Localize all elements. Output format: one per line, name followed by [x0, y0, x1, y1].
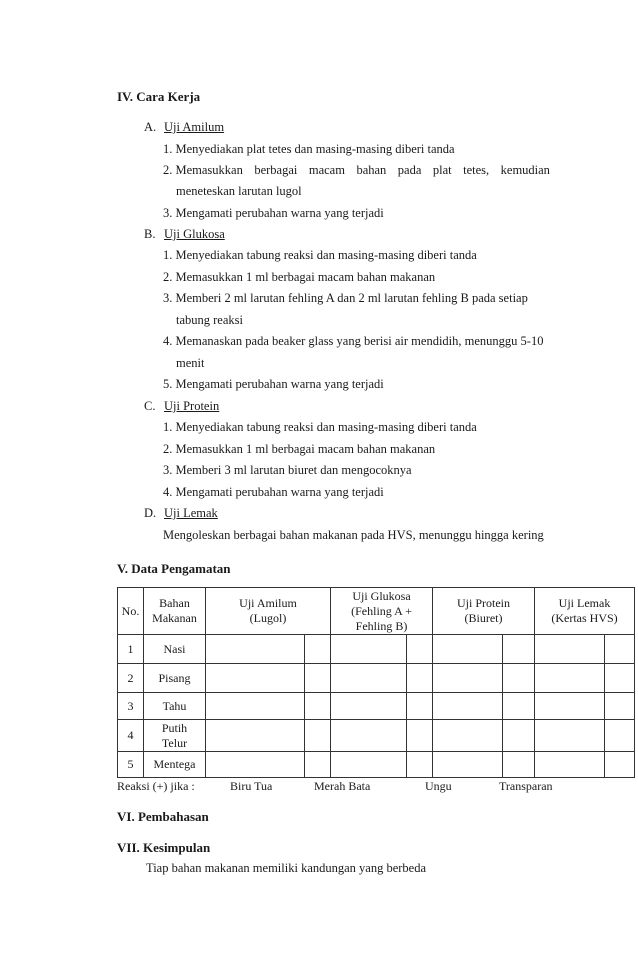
result-cell [305, 720, 331, 752]
table-row [118, 752, 635, 778]
step-a2-word: plat [432, 163, 452, 177]
result-cell [433, 635, 503, 664]
result-cell [605, 752, 635, 778]
result-cell [407, 720, 433, 752]
result-cell [331, 693, 407, 720]
step-a2-word: bahan [356, 163, 387, 177]
step-b3-continued: tabung reaksi [176, 313, 243, 327]
row-bahan-text: Telur [161, 735, 188, 750]
result-cell [331, 664, 407, 693]
step-b3: 3. Memberi 2 ml larutan fehling A dan 2 ml larutan fehling B pada setiap [163, 291, 528, 305]
table-row [118, 693, 635, 720]
result-cell [605, 664, 635, 693]
result-cell [407, 752, 433, 778]
section-pembahasan: VI. Pembahasan [117, 809, 209, 824]
header-text: Makanan [152, 611, 197, 625]
result-cell [433, 752, 503, 778]
header-text: Uji Amilum [239, 596, 297, 610]
row-bahan: Mentega [144, 752, 206, 778]
header-no: No. [118, 588, 144, 635]
header-text: (Biuret) [464, 611, 503, 625]
step-a2-word: berbagai [254, 163, 298, 177]
header-uji-glukosa [331, 588, 433, 635]
uji-protein-title: Uji Protein [164, 399, 220, 413]
row-bahan: Pisang [144, 664, 206, 693]
result-cell [433, 664, 503, 693]
result-cell [407, 635, 433, 664]
row-bahan [144, 720, 206, 752]
table-row [118, 635, 635, 664]
header-text: (Fehling A + [351, 603, 412, 618]
step-a2 [163, 163, 550, 178]
result-cell [305, 664, 331, 693]
result-cell [331, 635, 407, 664]
step-a2-word: 2. Memasukkan [163, 163, 243, 177]
result-cell [605, 693, 635, 720]
header-bahan-makanan [144, 588, 206, 635]
result-cell [535, 720, 605, 752]
step-a2-word: macam [308, 163, 345, 177]
result-cell [407, 693, 433, 720]
uji-amilum-title: Uji Amilum [164, 120, 225, 134]
header-text: Uji Glukosa [352, 588, 411, 603]
result-cell [503, 693, 535, 720]
result-cell [535, 752, 605, 778]
result-cell [503, 720, 535, 752]
section-cara-kerja: IV. Cara Kerja [117, 89, 201, 104]
row-no: 5 [118, 752, 144, 778]
step-b1: 1. Menyediakan tabung reaksi dan masing-masing diberi tanda [163, 248, 477, 262]
step-a2-word: tetes, [463, 163, 490, 177]
header-text: Fehling B) [355, 618, 408, 633]
step-b2: 2. Memasukkan 1 ml berbagai macam bahan makanan [163, 270, 436, 284]
step-b4-continued: menit [176, 356, 205, 370]
step-c2: 2. Memasukkan 1 ml berbagai macam bahan makanan [163, 442, 436, 456]
result-cell [535, 635, 605, 664]
uji-lemak-marker: D. [144, 506, 157, 520]
result-cell [305, 635, 331, 664]
step-d1: Mengoleskan berbagai bahan makanan pada HVS, menunggu hingga kering [163, 528, 544, 542]
uji-amilum-marker: A. [144, 120, 157, 134]
legend-amilum: Biru Tua [230, 779, 273, 793]
row-no: 2 [118, 664, 144, 693]
result-cell [433, 693, 503, 720]
step-a2-continued: meneteskan larutan lugol [176, 184, 302, 198]
section-data-pengamatan: V. Data Pengamatan [117, 561, 231, 576]
result-cell [605, 720, 635, 752]
result-cell [503, 635, 535, 664]
uji-glukosa-marker: B. [144, 227, 156, 241]
result-cell [305, 693, 331, 720]
legend-lemak: Transparan [499, 779, 553, 793]
result-cell [535, 664, 605, 693]
row-bahan: Nasi [144, 635, 206, 664]
result-cell [206, 693, 305, 720]
uji-protein-marker: C. [144, 399, 156, 413]
result-cell [433, 720, 503, 752]
result-cell [331, 720, 407, 752]
header-text: (Kertas HVS) [551, 611, 618, 625]
step-b4: 4. Memanaskan pada beaker glass yang berisi air mendidih, menunggu 5-10 [163, 334, 544, 348]
row-bahan: Tahu [144, 693, 206, 720]
row-no: 1 [118, 635, 144, 664]
result-cell [407, 664, 433, 693]
table-header-row [118, 588, 635, 635]
result-cell [305, 752, 331, 778]
header-uji-protein [433, 588, 535, 635]
observation-table [117, 587, 635, 778]
header-text: (Lugol) [249, 611, 287, 625]
row-no: 3 [118, 693, 144, 720]
header-text: Bahan [159, 596, 190, 610]
result-cell [605, 635, 635, 664]
step-b5: 5. Mengamati perubahan warna yang terjadi [163, 377, 384, 391]
uji-lemak-title: Uji Lemak [164, 506, 218, 520]
row-bahan-text: Putih [161, 720, 188, 735]
result-cell [206, 752, 305, 778]
row-no: 4 [118, 720, 144, 752]
legend-protein: Ungu [425, 779, 452, 793]
result-cell [503, 752, 535, 778]
result-cell [206, 664, 305, 693]
kesimpulan-text: Tiap bahan makanan memiliki kandungan yang berbeda [146, 861, 427, 875]
legend-glukosa: Merah Bata [314, 779, 371, 793]
section-kesimpulan: VII. Kesimpulan [117, 840, 211, 855]
header-uji-amilum [206, 588, 331, 635]
result-cell [206, 720, 305, 752]
step-a3: 3. Mengamati perubahan warna yang terjadi [163, 206, 384, 220]
result-cell [331, 752, 407, 778]
step-a2-word: pada [397, 163, 422, 177]
step-a2-word: kemudian [500, 163, 550, 177]
result-cell [503, 664, 535, 693]
result-cell [206, 635, 305, 664]
result-cell [535, 693, 605, 720]
header-text: Uji Lemak [558, 596, 611, 610]
step-c3: 3. Memberi 3 ml larutan biuret dan mengocoknya [163, 463, 412, 477]
header-text: Uji Protein [457, 596, 510, 610]
step-c4: 4. Mengamati perubahan warna yang terjadi [163, 485, 384, 499]
table-row [118, 720, 635, 752]
step-c1: 1. Menyediakan tabung reaksi dan masing-masing diberi tanda [163, 420, 477, 434]
uji-glukosa-title: Uji Glukosa [164, 227, 225, 241]
legend-label: Reaksi (+) jika : [117, 779, 195, 793]
step-a1: 1. Menyediakan plat tetes dan masing-masing diberi tanda [163, 142, 455, 156]
table-row [118, 664, 635, 693]
header-uji-lemak [535, 588, 635, 635]
